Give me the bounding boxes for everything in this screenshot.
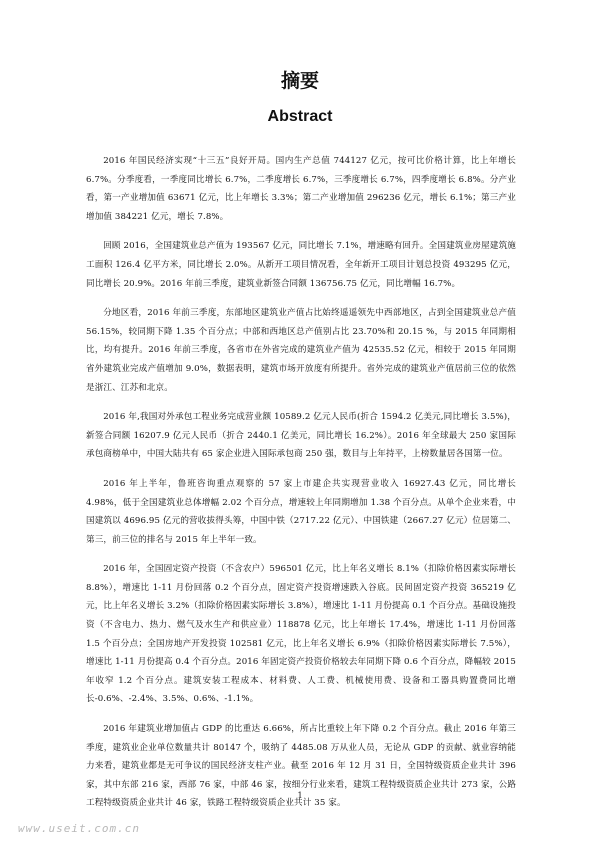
paragraph-listed-companies: 2016 年上半年，鲁班咨询重点观察的 57 家上市建企共实现营业收入 16927.43 亿元，同比增长 4.98%，低于全国建筑业总体增幅 2.02 个百分点，增速较上年同期增加 1.38 个百分点。从单个企业来看，中国建筑以 4696.95 亿元的营收拔得头筹，中国中铁（2717.22 亿元）、中国铁建（2667.27 亿元）位居第二、第三，前三位的排名与 2015 年上半年一致。 (86, 478, 516, 545)
page-number: 1 (297, 791, 303, 800)
abstract-body (86, 152, 516, 824)
paragraph-overseas: 2016 年,我国对外承包工程业务完成营业额 10589.2 亿元人民币(折合 1594.2 亿美元,同比增长 3.5%)，新签合同额 16207.9 亿元人民币（折合 2440.1 亿美元，同比增长 16.2%）。2016 年全球最大 250 家国际承包商榜单中，中国大陆共有 65 家企业进入国际承包商 250 强，数目与上年持平，上榜数量居各国第一位。 (86, 412, 516, 460)
paragraph-fixed-investment: 2016 年，全国固定资产投资（不含农户）596501 亿元，比上年名义增长 8.1%（扣除价格因素实际增长 8.8%），增速比 1-11 月份回落 0.2 个百分点，固定资产投资增速跌入谷底。民间固定资产投资 365219 亿元，比上年名义增长 3.2%（扣除价格因素实际增长 3.8%），增速比 1-11 月份提高 0.1 个百分点。基础设施投资（不含电力、热力、燃气及水生产和供应业）118878 亿元，比上年增长 17.4%，增速比 1-11 月份回落 1.5 个百分点；全国房地产开发投资 102581 亿元，比上年名义增长 6.9%（扣除价格因素实际增长 7.5%），增速比 1-11 月份提高 0.4 个百分点。2016 年固定资产投资价格较去年同期下降 0.6 个百分点，降幅较 2015 年收窄 1.2 个百分点。建筑安装工程成本、材料费、人工费、机械使用费、设备和工器具购置费同比增长-0.6%、-2.4%、3.5%、0.6%、-1.1%。 (86, 564, 516, 705)
page-title: 摘要 (280, 70, 319, 92)
paragraph-gdp-share: 2016 年建筑业增加值占 GDP 的比重达 6.66%，所占比重较上年下降 0.2 个百分点。截止 2016 年第三季度，建筑业企业单位数量共计 80147 个，吸纳了 4485.08 万从业人员，无论从 GDP 的贡献、就业容纳能力来看，建筑业都是无可争议的国民经济支柱产业。截至 2016 年 12 月 31 日，全国特级资质企业共计 396 家，其中东部 216 家，西部 76 家，中部 46 家，按细分行业来看，建筑工程特级资质企业共计 273 家，公路工程特级资质企业共计 46 家，铁路工程特级资质企业共计 35 家。 (86, 724, 516, 809)
paragraph-regional: 分地区看，2016 年前三季度，东部地区建筑业产值占比始终遥遥领先中西部地区，占到全国建筑业总产值 56.15%，较同期下降 1.35 个百分点；中部和西地区总产值别占比 23.70%和 20.15 %，与 2015 年同期相比，均有提升。2016 年前三季度，各省市在外省完成的建筑业产值为 42535.52 亿元，相较于 2015 年同期省外建筑业完成产值增加 9.0%，数据表明，建筑市场开放度有所提升。省外完成的建筑业产值居前三位的依然是浙江、江苏和北京。 (86, 308, 516, 393)
watermark: www.useit.com.cn (18, 822, 140, 835)
page-subtitle: Abstract (267, 108, 333, 125)
paragraph-economy: 2016 年国民经济实现“十三五”良好开局。国内生产总值 744127 亿元，按可比价格计算，比上年增长 6.7%。分季度看，一季度同比增长 6.7%，二季度增长 6.7%，三季度增长 6.7%，四季度增长 6.8%。分产业看，第一产业增加值 63671 亿元，比上年增长 3.3%；第二产业增加值 296236 亿元，增长 6.1%；第三产业增加值 384221 亿元，增长 7.8%。 (86, 156, 516, 222)
paragraph-construction-output: 回顾 2016，全国建筑业总产值为 193567 亿元，同比增长 7.1%，增速略有回升。全国建筑业房屋建筑施工面积 126.4 亿平方米，同比增长 2.0%。从新开工项目情况看，全年新开工项目计划总投资 493295 亿元，同比增长 20.9%。2016 年前三季度，建筑业新签合同额 136756.75 亿元，同比增幅 16.7%。 (86, 241, 516, 289)
